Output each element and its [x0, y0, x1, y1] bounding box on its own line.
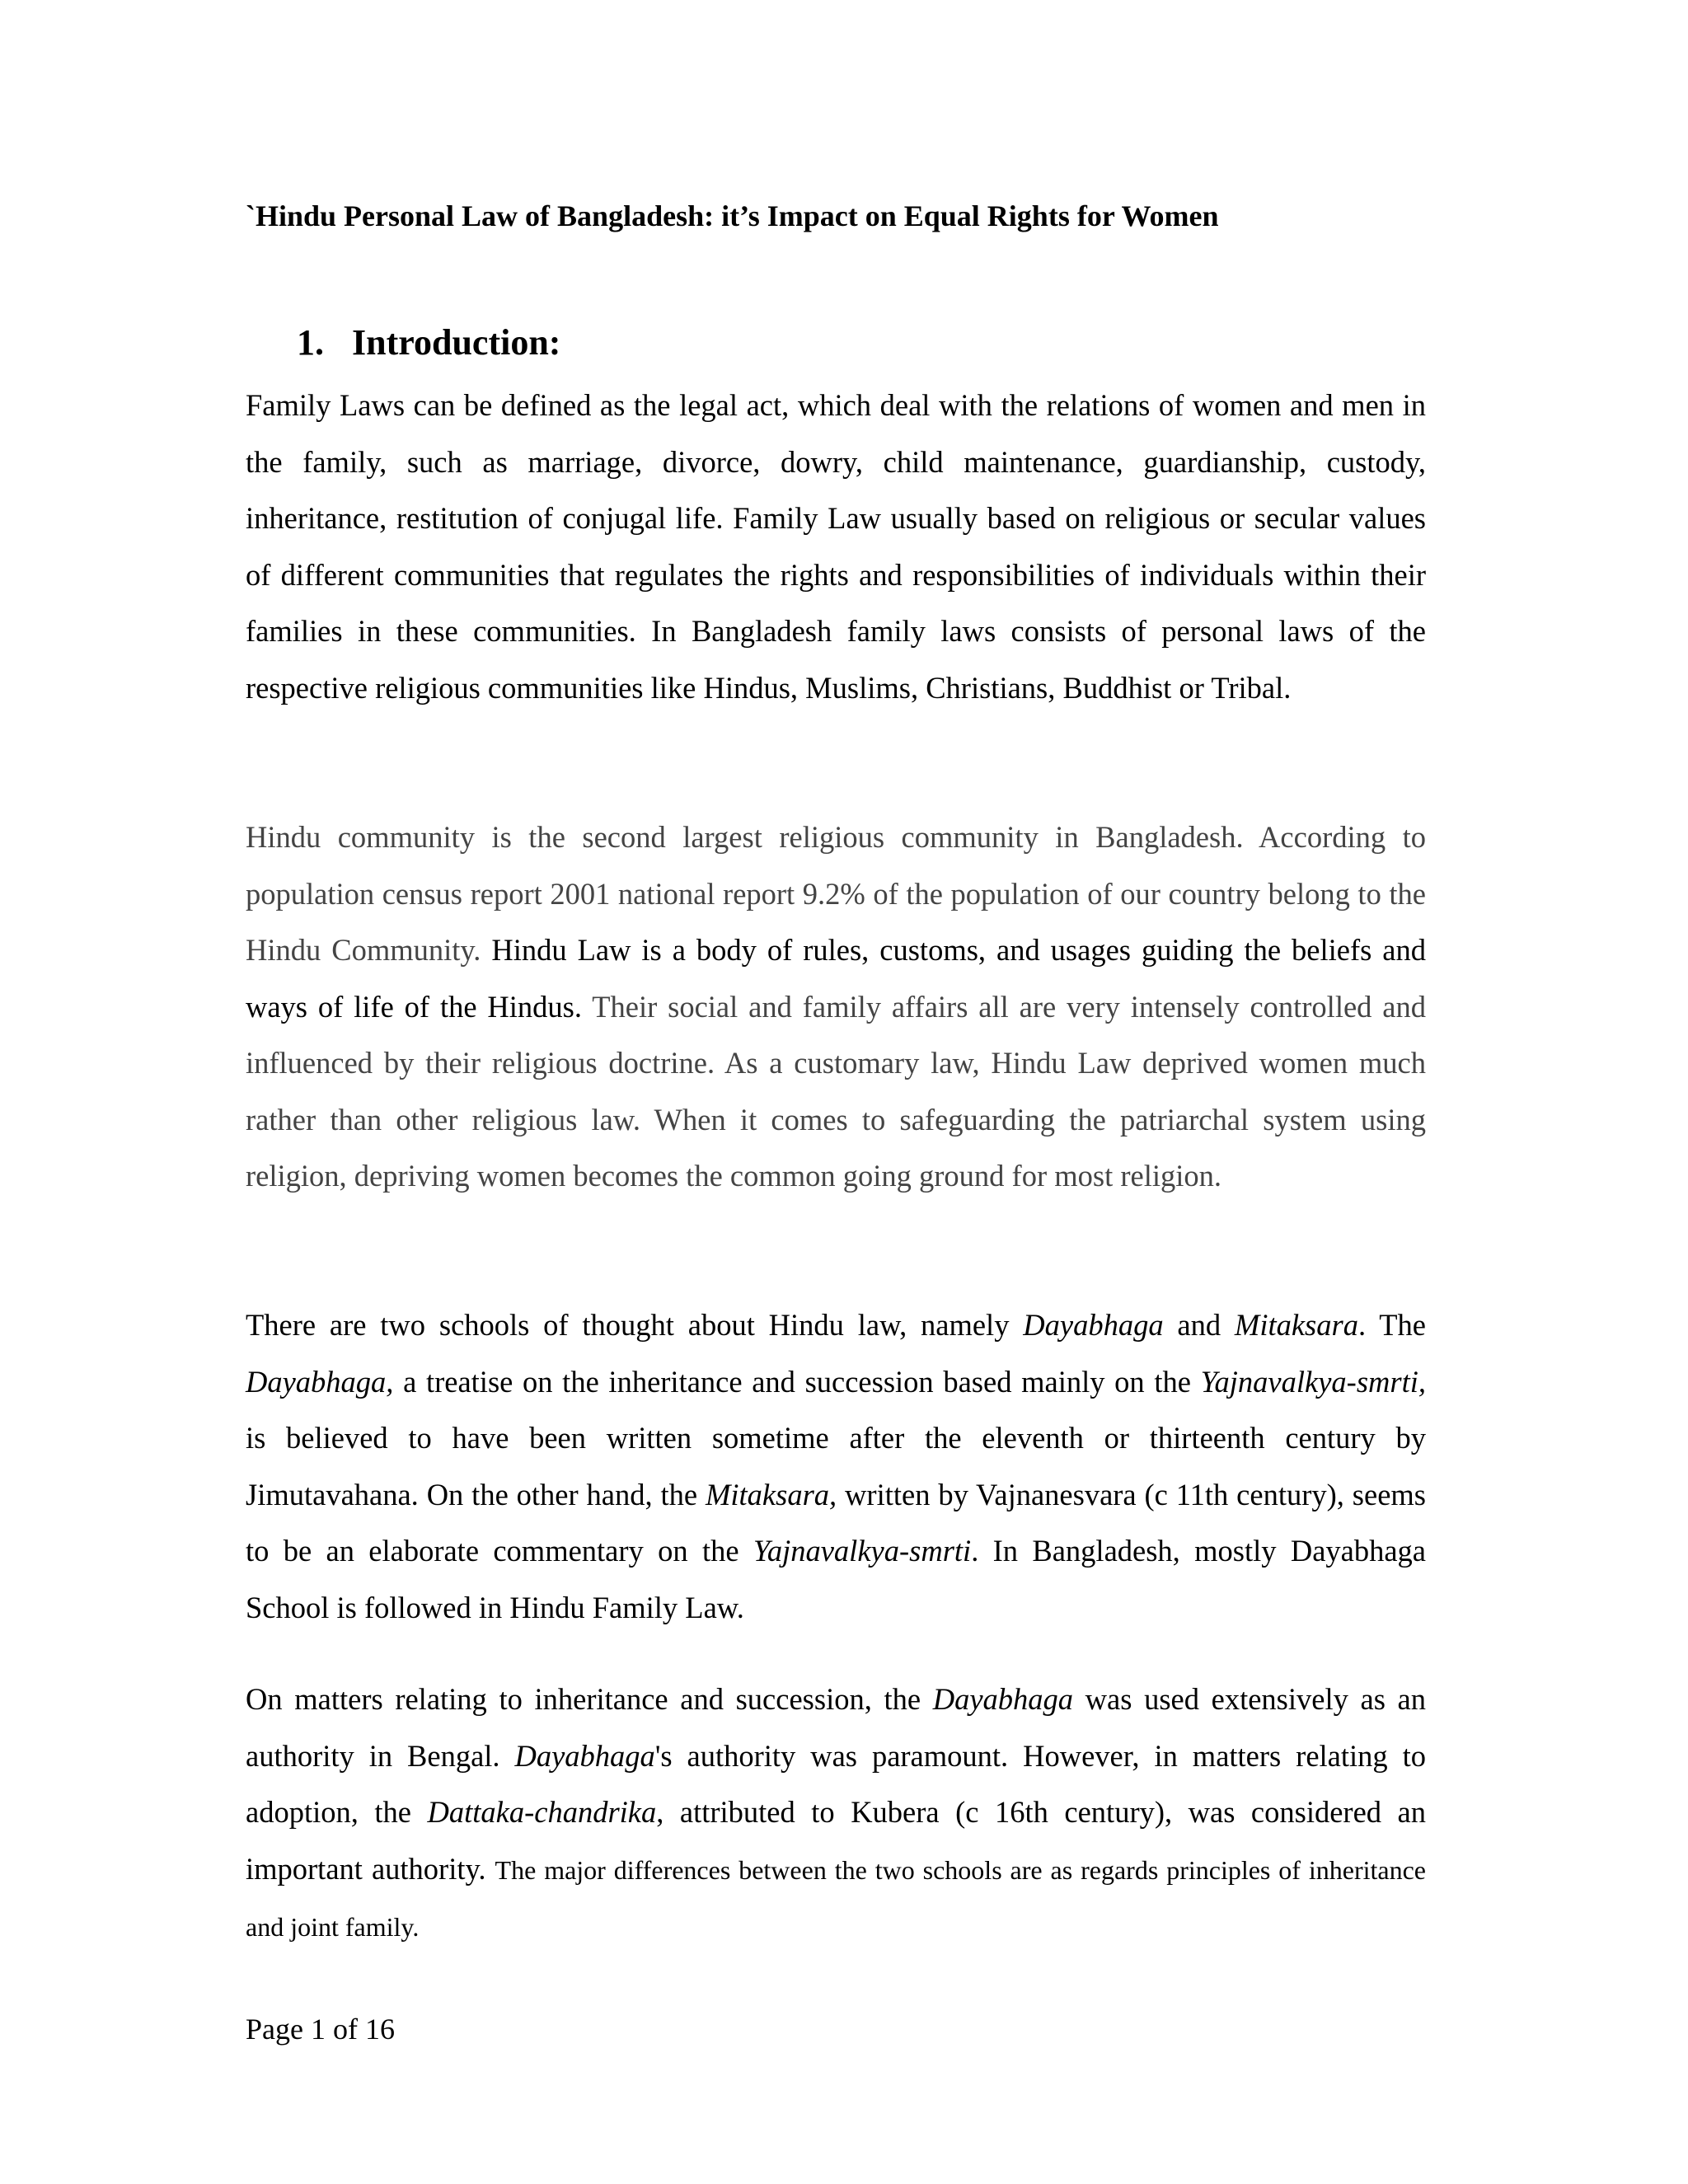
p3-term-dayabhaga: Dayabhaga — [1023, 1308, 1164, 1342]
paragraph-inheritance — [246, 1671, 1426, 1956]
section-heading-text: Introduction: — [352, 322, 561, 363]
p3-text-2: and — [1163, 1308, 1235, 1342]
p4-term-dayabhaga: Dayabhaga — [932, 1682, 1074, 1716]
p3-term-mitaksara-2: Mitaksara, — [706, 1477, 837, 1511]
p4-text-differences: The major differences between the two schools are as regards principles of inheritance and joint family. — [246, 1854, 1427, 1942]
p2-sentence-affairs: Their social and family affairs all are very intensely controlled and influenced by their religious doctrine. As a customary law, Hindu Law deprived women much rather than other religious law. When it comes to safeguarding the patriarchal system using religion, depriving women becomes the common going ground for most religion. — [246, 989, 1426, 1193]
p3-text-4: a treatise on the inheritance and succession based mainly on the — [393, 1364, 1201, 1399]
section-heading — [297, 316, 560, 369]
p4-term-dattaka-chandrika: Dattaka-chandrika — [427, 1795, 657, 1829]
p3-term-yajnavalkya-2: Yajnavalkya-smrti — [753, 1534, 972, 1568]
section-number: 1. — [297, 322, 324, 363]
paragraph-hindu-community — [246, 809, 1426, 1205]
p3-term-yajnavalkya: Yajnavalkya-smrti, — [1200, 1364, 1426, 1399]
p4-term-dayabhaga-2: Dayabhaga — [514, 1738, 655, 1773]
p4-text-3: 's authority was paramount. However, in matters relating to adoption, the — [246, 1738, 1426, 1829]
p3-term-mitaksara: Mitaksara — [1234, 1308, 1358, 1342]
paragraph-family-laws: Family Laws can be defined as the legal act, which deal with the relations of women and men in the family, such as marriage, divorce, dowry, child maintenance, guardianship, custody, inheritance, restitution of conjugal life. Family Law usually based on religious or secular values of different communities that regulates the rights and responsibilities of individuals within their families in these communities. In Bangladesh family laws consists of personal laws of the respective religious communities like Hindus, Muslims, Christians, Buddhist or Tribal. — [246, 388, 1426, 705]
document-title: `Hindu Personal Law of Bangladesh: it’s Impact on Equal Rights for Women — [246, 199, 1219, 232]
p4-text-4: , attributed to Kubera (c 16th century), was considered an important authority. — [246, 1795, 1427, 1886]
p4-text-2: was used extensively as an authority in Bengal. — [246, 1682, 1426, 1773]
p4-text-1: On matters relating to inheritance and succession, the — [246, 1682, 933, 1716]
p3-text-6: written by Vajnanesvara (c 11th century), seems to be an elaborate commentary on the — [246, 1477, 1426, 1568]
p3-text-3: . The — [1357, 1308, 1426, 1342]
p3-text-1: There are two schools of thought about Hindu law, namely — [246, 1308, 1024, 1342]
p3-term-dayabhaga-2: Dayabhaga, — [246, 1364, 394, 1399]
p3-text-5: is believed to have been written sometime after the eleventh or thirteenth century by Jimutavahana. On the other hand, the — [246, 1421, 1426, 1511]
paragraph-schools-of-thought — [246, 1297, 1426, 1636]
p2-sentence-definition: Hindu Law is a body of rules, customs, and usages guiding the beliefs and ways of life of the Hindus. — [246, 933, 1426, 1024]
p2-sentence-census: Hindu community is the second largest religious community in Bangladesh. According to population census report 2001 national report 9.2% of the population of our country belong to the Hindu Community. — [246, 820, 1426, 967]
p3-text-7: . In Bangladesh, mostly Dayabhaga School is followed in Hindu Family Law. — [246, 1534, 1427, 1624]
page-number: Page 1 of 16 — [246, 2013, 395, 2046]
